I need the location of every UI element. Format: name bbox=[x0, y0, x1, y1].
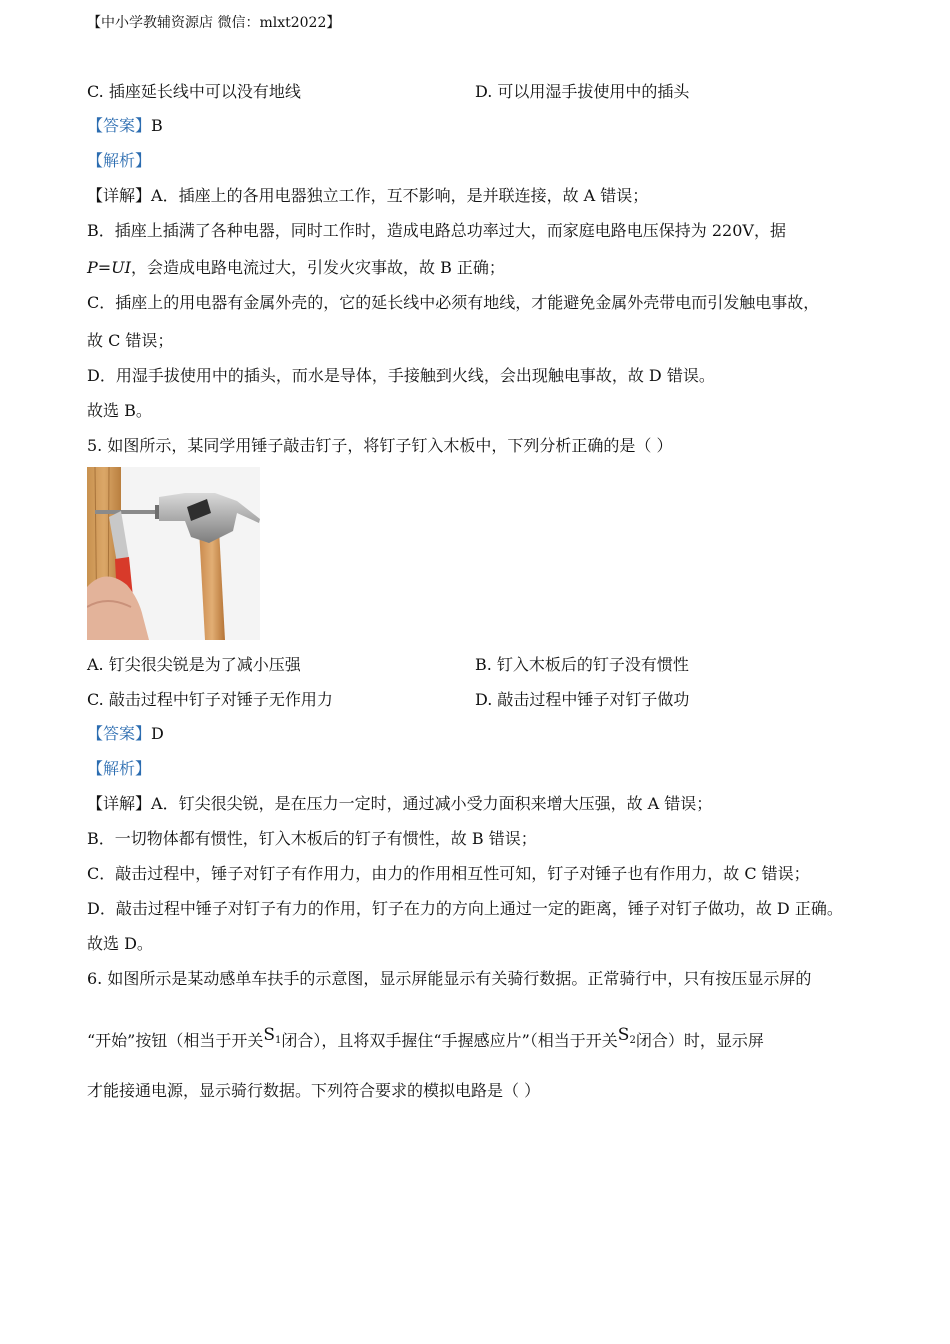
q5-detail-line4: D．敲击过程中锤子对钉子有力的作用，钉子在力的方向上通过一定的距离，锤子对钉子做功，故 D 正确。 bbox=[87, 899, 843, 918]
answer-tag: 【答案】 bbox=[87, 724, 152, 743]
q4-detail-line4: C．插座上的用电器有金属外壳的，它的延长线中必须有地线，才能避免金属外壳带电而引发触电事故， bbox=[87, 293, 820, 312]
answer-value: B bbox=[151, 116, 163, 135]
q4-option-d: D. 可以用湿手拔使用中的插头 bbox=[475, 82, 690, 101]
switch-letter: S bbox=[617, 1025, 630, 1045]
stem-text: 闭合），且将双手握住“手握感应片”（相当于开关 bbox=[281, 1031, 618, 1050]
q5-detail-line2: B．一切物体都有惯性，钉入木板后的钉子有惯性，故 B 错误； bbox=[87, 829, 537, 848]
q5-answer bbox=[87, 724, 164, 744]
formula: P=UI bbox=[87, 258, 131, 277]
detail-tag: 【详解】 bbox=[87, 186, 152, 205]
q5-detail-line3: C．敲击过程中，锤子对钉子有作用力，由力的作用相互性可知，钉子对锤子也有作用力，故 C 错误； bbox=[87, 864, 810, 883]
q4-detail-line2: B．插座上插满了各种电器，同时工作时，造成电路总功率过大，而家庭电路电压保持为 220V，据 bbox=[87, 221, 786, 240]
q5-analysis-tag: 【解析】 bbox=[87, 759, 152, 778]
stem-text: 闭合）时，显示屏 bbox=[635, 1031, 764, 1050]
q4-detail-line6: D．用湿手拔使用中的插头，而水是导体，手接触到火线，会出现触电事故，故 D 错误。 bbox=[87, 366, 715, 385]
detail-text: ，会造成电路电流过大，引发火灾事故，故 B 正确； bbox=[130, 258, 505, 277]
q6-stem-line2 bbox=[87, 1025, 764, 1057]
q5-option-c: C. 敲击过程中钉子对锤子无作用力 bbox=[87, 690, 333, 709]
q6-stem-line3: 才能接通电源，显示骑行数据。下列符合要求的模拟电路是（ ） bbox=[87, 1081, 541, 1100]
switch-letter: S bbox=[263, 1025, 276, 1045]
switch-s1-symbol bbox=[263, 1025, 281, 1045]
q4-detail-line1 bbox=[87, 186, 648, 206]
q5-detail-line1 bbox=[87, 794, 712, 814]
q6-stem-line1: 6. 如图所示是某动感单车扶手的示意图，显示屏能显示有关骑行数据。正常骑行中，只有按压显示屏的 bbox=[87, 969, 812, 988]
answer-tag: 【答案】 bbox=[87, 116, 152, 135]
q5-choose: 故选 D。 bbox=[87, 934, 153, 953]
stem-text: “开始”按钮（相当于开关 bbox=[87, 1031, 264, 1050]
q5-option-d: D. 敲击过程中锤子对钉子做功 bbox=[475, 690, 690, 709]
answer-value: D bbox=[151, 724, 164, 743]
hammer-nail-photo bbox=[87, 467, 260, 640]
header-watermark: 【中小学教辅资源店 微信：mlxt2022】 bbox=[87, 15, 341, 31]
q5-option-b: B. 钉入木板后的钉子没有惯性 bbox=[475, 655, 689, 674]
switch-subscript: 1 bbox=[275, 1035, 282, 1046]
q5-option-a: A. 钉尖很尖锐是为了减小压强 bbox=[87, 655, 301, 674]
q4-analysis-tag: 【解析】 bbox=[87, 151, 152, 170]
detail-text: A．插座上的各用电器独立工作，互不影响，是并联连接，故 A 错误； bbox=[151, 186, 649, 205]
q4-detail-line3 bbox=[87, 258, 505, 278]
detail-text: A．钉尖很尖锐，是在压力一定时，通过减小受力面积来增大压强，故 A 错误； bbox=[151, 794, 713, 813]
q4-detail-line5: 故 C 错误； bbox=[87, 331, 174, 350]
q4-option-c: C. 插座延长线中可以没有地线 bbox=[87, 82, 301, 101]
q4-choose: 故选 B。 bbox=[87, 401, 152, 420]
detail-tag: 【详解】 bbox=[87, 794, 152, 813]
q4-answer bbox=[87, 116, 163, 136]
switch-s2-symbol bbox=[618, 1025, 636, 1045]
q5-stem: 5. 如图所示，某同学用锤子敲击钉子，将钉子钉入木板中，下列分析正确的是（ ） bbox=[87, 436, 673, 455]
switch-subscript: 2 bbox=[629, 1035, 636, 1046]
